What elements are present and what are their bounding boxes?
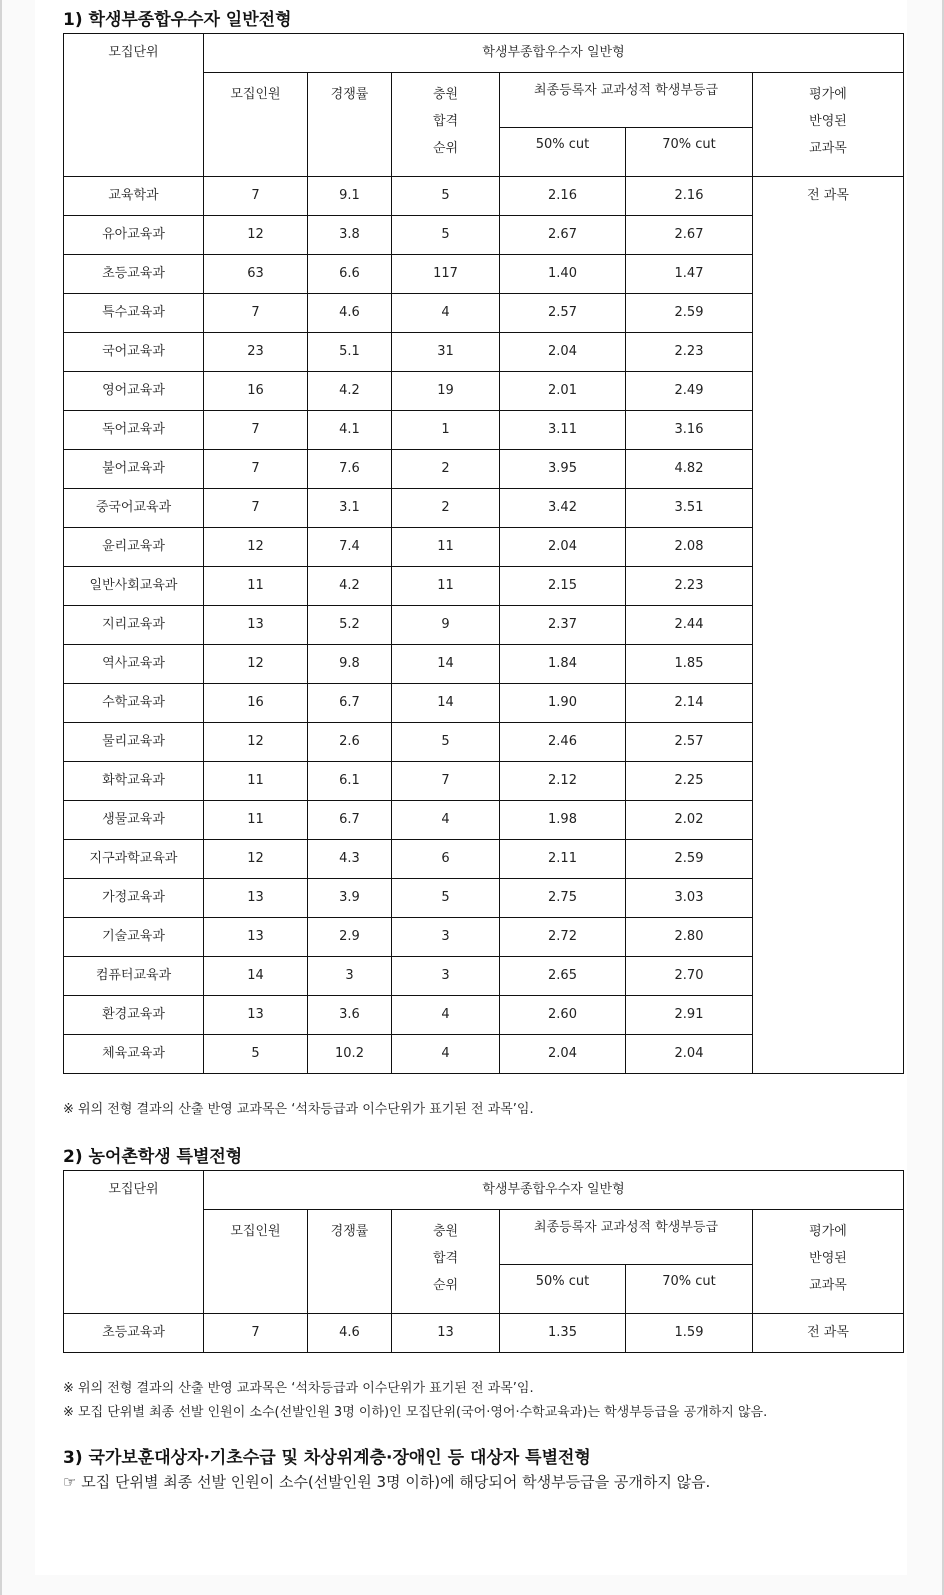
- cell-unit: 물리교육과: [64, 723, 204, 762]
- cell-cut70: 2.44: [626, 606, 753, 645]
- cell-cut70: 2.67: [626, 216, 753, 255]
- cell-cut50: 2.15: [500, 567, 626, 606]
- cell-cut50: 2.16: [500, 177, 626, 216]
- cell-competition: 2.9: [308, 918, 392, 957]
- header-waitlist: 충원 합격 순위: [392, 73, 500, 177]
- cell-quota: 11: [204, 762, 308, 801]
- cell-cut70: 2.57: [626, 723, 753, 762]
- cell-waitlist: 11: [392, 567, 500, 606]
- cell-quota: 12: [204, 528, 308, 567]
- cell-cut50: 3.95: [500, 450, 626, 489]
- cell-unit: 국어교육과: [64, 333, 204, 372]
- cell-cut70: 2.91: [626, 996, 753, 1035]
- cell-unit: 수학교육과: [64, 684, 204, 723]
- section2-note-2: ※ 모집 단위별 최종 선발 인원이 소수(선발인원 3명 이하)인 모집단위(국어·영어·수학교육과)는 학생부등급을 공개하지 않음.: [63, 1405, 768, 1420]
- section3-title: 3) 국가보훈대상자·기초수급 및 차상위계층·장애인 등 대상자 특별전형: [63, 1448, 591, 1468]
- cell-quota: 23: [204, 333, 308, 372]
- section1-body: [64, 177, 904, 1074]
- cell-waitlist: 9: [392, 606, 500, 645]
- cell-quota: 63: [204, 255, 308, 294]
- cell-cut50: 1.40: [500, 255, 626, 294]
- cell-cut50: 2.72: [500, 918, 626, 957]
- cell-cut70: 2.80: [626, 918, 753, 957]
- cell-cut70: 2.49: [626, 372, 753, 411]
- cell-waitlist: 19: [392, 372, 500, 411]
- header-unit: 모집단위: [64, 34, 204, 177]
- cell-quota: 7: [204, 411, 308, 450]
- header-waitlist: 충원 합격 순위: [392, 1210, 500, 1314]
- cell-cut50: 2.04: [500, 528, 626, 567]
- section2-title: 2) 농어촌학생 특별전형: [63, 1147, 243, 1167]
- cell-waitlist: 5: [392, 879, 500, 918]
- cell-cut70: 3.16: [626, 411, 753, 450]
- cell-unit: 중국어교육과: [64, 489, 204, 528]
- section3-text: 모집 단위별 최종 선발 인원이 소수(선발인원 3명 이하)에 해당되어 학생부등급을 공개하지 않음.: [81, 1473, 711, 1491]
- table-row: [64, 177, 904, 216]
- cell-waitlist: 5: [392, 216, 500, 255]
- cell-cut70: 2.59: [626, 294, 753, 333]
- cell-cut70: 2.16: [626, 177, 753, 216]
- cell-waitlist: 2: [392, 489, 500, 528]
- cell-unit: 초등교육과: [64, 1314, 204, 1353]
- cell-competition: 6.6: [308, 255, 392, 294]
- cell-cut70: 2.25: [626, 762, 753, 801]
- cell-quota: 13: [204, 996, 308, 1035]
- cell-waitlist: 31: [392, 333, 500, 372]
- cell-unit: 체육교육과: [64, 1035, 204, 1074]
- section1-note: ※ 위의 전형 결과의 산출 반영 교과목은 ‘석차등급과 이수단위가 표기된 전 과목’임.: [63, 1102, 534, 1117]
- header-quota: 모집인원: [204, 73, 308, 177]
- header-cut50: 50% cut: [500, 1265, 626, 1314]
- cell-quota: 13: [204, 879, 308, 918]
- cell-waitlist: 4: [392, 801, 500, 840]
- cell-competition: 3: [308, 957, 392, 996]
- cell-cut50: 2.46: [500, 723, 626, 762]
- cell-subjects: 전 과목: [753, 1314, 904, 1353]
- cell-competition: 6.1: [308, 762, 392, 801]
- cell-waitlist: 4: [392, 1035, 500, 1074]
- cell-competition: 10.2: [308, 1035, 392, 1074]
- cell-competition: 4.2: [308, 372, 392, 411]
- document-content: [63, 0, 903, 1493]
- cell-competition: 9.1: [308, 177, 392, 216]
- header-cut70: 70% cut: [626, 1265, 753, 1314]
- section2-note-1: ※ 위의 전형 결과의 산출 반영 교과목은 ‘석차등급과 이수단위가 표기된 전 과목’임.: [63, 1381, 534, 1396]
- cell-cut50: 2.01: [500, 372, 626, 411]
- cell-waitlist: 7: [392, 762, 500, 801]
- header-subjects: 평가에 반영된 교과목: [753, 1210, 904, 1314]
- cell-unit: 독어교육과: [64, 411, 204, 450]
- cell-unit: 역사교육과: [64, 645, 204, 684]
- cell-quota: 12: [204, 645, 308, 684]
- cell-competition: 3.9: [308, 879, 392, 918]
- cell-cut70: 2.04: [626, 1035, 753, 1074]
- cell-waitlist: 14: [392, 684, 500, 723]
- cell-waitlist: 13: [392, 1314, 500, 1353]
- cell-competition: 5.2: [308, 606, 392, 645]
- cell-quota: 12: [204, 723, 308, 762]
- cell-competition: 4.2: [308, 567, 392, 606]
- cell-quota: 11: [204, 567, 308, 606]
- cell-waitlist: 1: [392, 411, 500, 450]
- cell-quota: 11: [204, 801, 308, 840]
- cell-quota: 7: [204, 489, 308, 528]
- cell-quota: 12: [204, 840, 308, 879]
- cell-waitlist: 11: [392, 528, 500, 567]
- header-grade-group: 최종등록자 교과성적 학생부등급: [500, 73, 753, 128]
- cell-competition: 4.3: [308, 840, 392, 879]
- cell-unit: 지리교육과: [64, 606, 204, 645]
- cell-competition: 7.4: [308, 528, 392, 567]
- cell-cut50: 2.67: [500, 216, 626, 255]
- cell-unit: 유아교육과: [64, 216, 204, 255]
- page-frame-left: [0, 0, 2, 1595]
- table-row: [64, 1314, 904, 1353]
- cell-competition: 6.7: [308, 801, 392, 840]
- cell-cut70: 2.23: [626, 567, 753, 606]
- section1-title: 1) 학생부종합우수자 일반전형: [63, 10, 292, 30]
- cell-competition: 6.7: [308, 684, 392, 723]
- header-cut50: 50% cut: [500, 128, 626, 177]
- cell-cut50: 2.12: [500, 762, 626, 801]
- cell-quota: 7: [204, 1314, 308, 1353]
- header-competition: 경쟁률: [308, 1210, 392, 1314]
- cell-quota: 5: [204, 1035, 308, 1074]
- document-page: [35, 0, 907, 1575]
- header-cut70: 70% cut: [626, 128, 753, 177]
- cell-cut70: 1.47: [626, 255, 753, 294]
- cell-cut70: 2.23: [626, 333, 753, 372]
- cell-cut50: 2.04: [500, 1035, 626, 1074]
- cell-quota: 16: [204, 372, 308, 411]
- cell-competition: 9.8: [308, 645, 392, 684]
- cell-cut50: 2.65: [500, 957, 626, 996]
- cell-cut70: 3.03: [626, 879, 753, 918]
- cell-unit: 지구과학교육과: [64, 840, 204, 879]
- cell-cut70: 1.59: [626, 1314, 753, 1353]
- cell-subjects: 전 과목: [753, 177, 904, 1074]
- cell-waitlist: 2: [392, 450, 500, 489]
- cell-quota: 7: [204, 177, 308, 216]
- header-group: 학생부종합우수자 일반형: [204, 34, 904, 73]
- cell-quota: 13: [204, 918, 308, 957]
- section1-table: [63, 33, 904, 1074]
- section2-table: [63, 1170, 904, 1353]
- cell-cut50: 1.84: [500, 645, 626, 684]
- cell-unit: 교육학과: [64, 177, 204, 216]
- cell-competition: 5.1: [308, 333, 392, 372]
- cell-cut50: 3.11: [500, 411, 626, 450]
- cell-cut50: 2.60: [500, 996, 626, 1035]
- cell-cut50: 2.04: [500, 333, 626, 372]
- header-grade-group: 최종등록자 교과성적 학생부등급: [500, 1210, 753, 1265]
- cell-cut70: 3.51: [626, 489, 753, 528]
- cell-unit: 기술교육과: [64, 918, 204, 957]
- cell-cut70: 2.59: [626, 840, 753, 879]
- cell-cut70: 2.08: [626, 528, 753, 567]
- cell-cut50: 2.11: [500, 840, 626, 879]
- header-subjects: 평가에 반영된 교과목: [753, 73, 904, 177]
- cell-waitlist: 4: [392, 996, 500, 1035]
- cell-quota: 14: [204, 957, 308, 996]
- cell-waitlist: 5: [392, 723, 500, 762]
- cell-cut50: 3.42: [500, 489, 626, 528]
- cell-cut70: 4.82: [626, 450, 753, 489]
- cell-unit: 윤리교육과: [64, 528, 204, 567]
- cell-waitlist: 3: [392, 918, 500, 957]
- pointing-hand-icon: ☞: [63, 1473, 77, 1491]
- cell-cut50: 2.37: [500, 606, 626, 645]
- cell-quota: 16: [204, 684, 308, 723]
- cell-unit: 일반사회교육과: [64, 567, 204, 606]
- cell-competition: 7.6: [308, 450, 392, 489]
- cell-competition: 4.6: [308, 294, 392, 333]
- cell-waitlist: 3: [392, 957, 500, 996]
- cell-cut70: 1.85: [626, 645, 753, 684]
- cell-cut70: 2.14: [626, 684, 753, 723]
- header-competition: 경쟁률: [308, 73, 392, 177]
- cell-waitlist: 117: [392, 255, 500, 294]
- cell-competition: 3.6: [308, 996, 392, 1035]
- cell-competition: 3.1: [308, 489, 392, 528]
- cell-unit: 화학교육과: [64, 762, 204, 801]
- cell-cut50: 2.57: [500, 294, 626, 333]
- cell-unit: 영어교육과: [64, 372, 204, 411]
- cell-waitlist: 14: [392, 645, 500, 684]
- cell-competition: 4.1: [308, 411, 392, 450]
- section3-text-line: [63, 1471, 903, 1493]
- header-group: 학생부종합우수자 일반형: [204, 1171, 904, 1210]
- cell-competition: 3.8: [308, 216, 392, 255]
- header-unit: 모집단위: [64, 1171, 204, 1314]
- cell-competition: 2.6: [308, 723, 392, 762]
- cell-cut50: 2.75: [500, 879, 626, 918]
- cell-unit: 가정교육과: [64, 879, 204, 918]
- cell-waitlist: 5: [392, 177, 500, 216]
- cell-competition: 4.6: [308, 1314, 392, 1353]
- cell-unit: 생물교육과: [64, 801, 204, 840]
- cell-unit: 불어교육과: [64, 450, 204, 489]
- cell-waitlist: 4: [392, 294, 500, 333]
- cell-cut70: 2.70: [626, 957, 753, 996]
- cell-unit: 컴퓨터교육과: [64, 957, 204, 996]
- cell-quota: 7: [204, 294, 308, 333]
- cell-waitlist: 6: [392, 840, 500, 879]
- cell-cut50: 1.35: [500, 1314, 626, 1353]
- cell-unit: 환경교육과: [64, 996, 204, 1035]
- cell-quota: 13: [204, 606, 308, 645]
- cell-unit: 특수교육과: [64, 294, 204, 333]
- cell-unit: 초등교육과: [64, 255, 204, 294]
- cell-quota: 12: [204, 216, 308, 255]
- header-quota: 모집인원: [204, 1210, 308, 1314]
- cell-cut70: 2.02: [626, 801, 753, 840]
- cell-quota: 7: [204, 450, 308, 489]
- cell-cut50: 1.98: [500, 801, 626, 840]
- cell-cut50: 1.90: [500, 684, 626, 723]
